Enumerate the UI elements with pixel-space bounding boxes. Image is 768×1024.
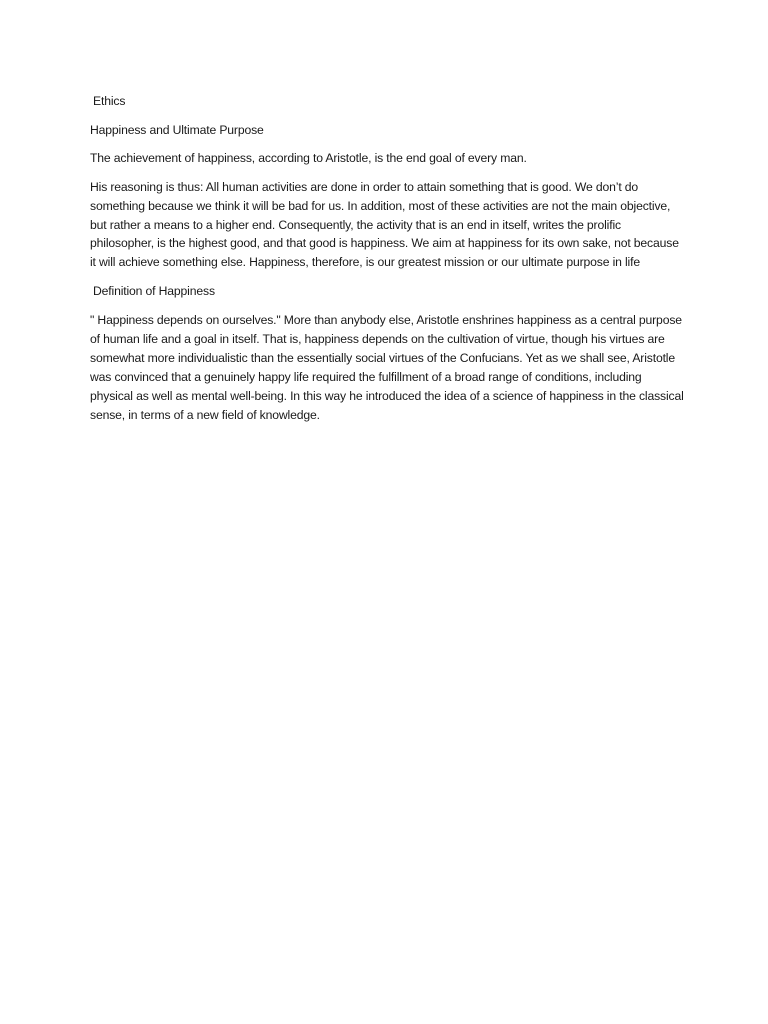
definition-heading: Definition of Happiness: [93, 283, 215, 298]
document-title: Ethics: [93, 94, 126, 108]
intro-paragraph: The achievement of happiness, according to Aristotle, is the end goal of every man.: [90, 151, 527, 166]
section-heading: Happiness and Ultimate Purpose: [90, 122, 264, 137]
reasoning-paragraph: His reasoning is thus: All human activities are done in order to attain something that is good. We don’t do something because we think it will be bad for us. In addition, most of these activities are not the main objective, but rather a means to a higher end. Consequently, the activity that is an end in itself, writes the prolific philosopher, is the highest good, and that good is happiness. We aim at happiness for its own sake, not because it will achieve something else. Happiness, therefore, is our greatest mission or our ultimate purpose in life: [90, 179, 679, 270]
definition-paragraph: " Happiness depends on ourselves." More than anybody else, Aristotle enshrines happiness as a central purpose of human life and a goal in itself. That is, happiness depends on the cultivation of virtue, though his virtues are somewhat more individualistic than the essentially social virtues of the Confucians. Yet as we shall see, Aristotle was convinced that a genuinely happy life required the fulfillment of a broad range of conditions, including physical as well as mental well-being. In this way he introduced the idea of a science of happiness in the classical sense, in terms of a new field of knowledge.: [90, 313, 684, 422]
document-body: [90, 92, 686, 425]
